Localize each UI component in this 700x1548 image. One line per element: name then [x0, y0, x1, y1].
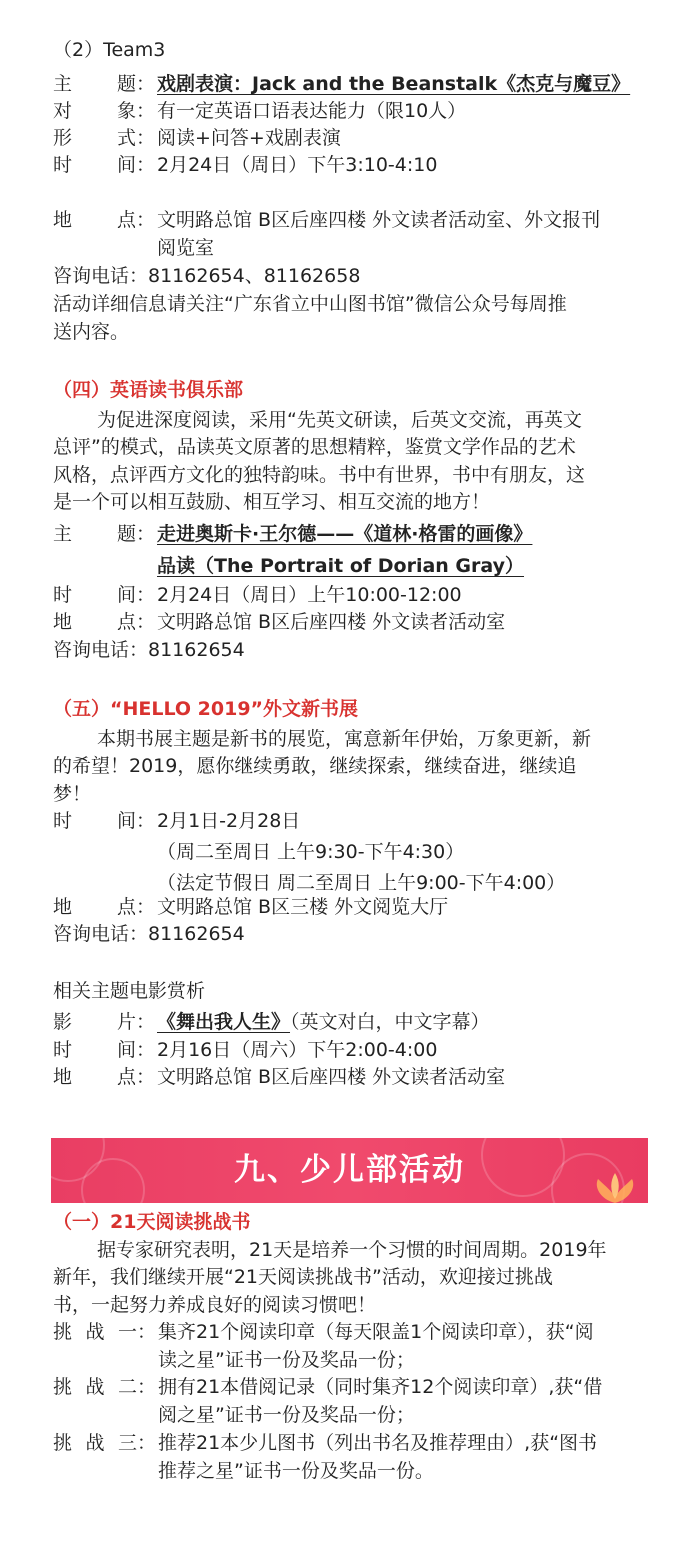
hello-phone: 咨询电话：81162654 [53, 923, 245, 945]
team3-note-line1: 活动详细信息请关注“广东省立中山图书馆”微信公众号每周推 [53, 293, 567, 315]
hello-time-label: 时 间： [53, 810, 155, 832]
challenge2-label: 挑 战 二： [53, 1376, 156, 1398]
film-title-value [157, 1008, 648, 1036]
hello-time-value: 2月1日-2月28日 （周二至周日 上午9:30-下午4:30） （法定节假日 周二至周日 上午9:00-下午4:00） [157, 810, 566, 894]
film-title: 《舞出我人生》 [157, 1011, 291, 1033]
team3-target-value: 有一定英语口语表达能力（限10人） [157, 100, 467, 122]
club-intro-line3: 风格，点评西方文化的独特韵味。书中有世界，书中有朋友，这 [53, 464, 586, 486]
club-phone: 咨询电话：81162654 [53, 639, 245, 661]
kids-intro-line2: 新年，我们继续开展“21天阅读挑战书”活动，欢迎接过挑战 [53, 1266, 553, 1288]
team3-topic-row [53, 70, 648, 98]
film-time-label: 时 间： [53, 1039, 155, 1061]
challenge3-row [53, 1429, 648, 1485]
team3-format-row [53, 124, 648, 152]
section-banner [51, 1138, 648, 1203]
film-place-row [53, 1063, 648, 1091]
banner-title: 九、少儿部活动 [234, 1152, 465, 1188]
hello-time-row [53, 807, 648, 897]
club-topic-value: 走进奥斯卡·王尔德——《道林·格雷的画像》 品读（The Portrait of Dorian Gray） [157, 523, 533, 577]
club-intro-line2: 总评”的模式，品读英文原著的思想精粹，鉴赏文学作品的艺术 [53, 436, 576, 458]
club-place-label: 地 点： [53, 611, 155, 633]
film-note: （英文对白，中文字幕） [290, 1011, 490, 1033]
challenge2-row [53, 1373, 648, 1429]
hello-place-value: 文明路总馆 B区三楼 外文阅览大厅 [157, 896, 449, 918]
club-place-row [53, 608, 648, 636]
hello-intro-line1: 本期书展主题是新书的展览，寓意新年伊始，万象更新，新 [97, 728, 592, 750]
club-topic-label: 主 题： [53, 523, 155, 545]
kids-intro-line3: 书，一起努力养成良好的阅读习惯吧！ [53, 1294, 377, 1316]
hello-intro-line3: 梦！ [53, 783, 92, 805]
club-time-label: 时 间： [53, 584, 155, 606]
kids-intro-line1: 据专家研究表明，21天是培养一个习惯的时间周期。2019年 [97, 1239, 607, 1261]
team3-place-label: 地 点： [53, 209, 155, 231]
team3-time-row [53, 151, 648, 179]
club-place-value: 文明路总馆 B区后座四楼 外文读者活动室 [157, 611, 506, 633]
team3-time-value: 2月24日（周日）下午3:10-4:10 [157, 154, 438, 176]
club-time-value: 2月24日（周日）上午10:00-12:00 [157, 584, 462, 606]
film-title-row [53, 1008, 648, 1036]
team3-format-value: 阅读+问答+戏剧表演 [157, 127, 341, 149]
team3-place-row [53, 206, 648, 262]
team3-target-label: 对 象： [53, 100, 155, 122]
team3-format-label: 形 式： [53, 127, 155, 149]
team3-heading: （2）Team3 [53, 39, 166, 61]
challenge2-value: 拥有21本借阅记录（同时集齐12个阅读印章）,获“借 阅之星”证书一份及奖品一份； [158, 1376, 603, 1426]
film-time-row [53, 1036, 648, 1064]
team3-time-label: 时 间： [53, 154, 155, 176]
team3-topic-value: 戏剧表演：Jack and the Beanstalk《杰克与魔豆》 [157, 73, 631, 95]
challenge1-row [53, 1318, 648, 1374]
challenge1-value: 集齐21个阅读印章（每天限盖1个阅读印章），获“阅 读之星”证书一份及奖品一份； [158, 1321, 594, 1371]
team3-target-row [53, 97, 648, 125]
club-intro-line4: 是一个可以相互鼓励、相互学习、相互交流的地方！ [53, 491, 491, 513]
hello-intro-line2: 的希望！2019，愿你继续勇敢，继续探索，继续奋进，继续追 [53, 755, 577, 777]
challenge1-label: 挑 战 一： [53, 1321, 156, 1343]
film-place-label: 地 点： [53, 1066, 155, 1088]
club-time-row [53, 581, 648, 609]
team3-place-value: 文明路总馆 B区后座四楼 外文读者活动室、外文报刊 阅览室 [157, 209, 601, 259]
film-heading: 相关主题电影赏析 [53, 980, 206, 1002]
club-topic-row [53, 520, 648, 580]
film-time-value: 2月16日（周六）下午2:00-4:00 [157, 1039, 438, 1061]
team3-note-line2: 送内容。 [53, 321, 130, 343]
film-place-value: 文明路总馆 B区后座四楼 外文读者活动室 [157, 1066, 506, 1088]
challenge3-label: 挑 战 三： [53, 1432, 156, 1454]
team3-topic-label: 主 题： [53, 73, 155, 95]
hello-place-row [53, 893, 648, 921]
hello-place-label: 地 点： [53, 896, 155, 918]
club-heading: （四）英语读书俱乐部 [53, 379, 244, 401]
film-title-label: 影 片： [53, 1011, 155, 1033]
kids-heading: （一）21天阅读挑战书 [53, 1211, 251, 1233]
hello-heading: （五）“HELLO 2019”外文新书展 [53, 698, 359, 720]
challenge3-value: 推荐21本少儿图书（列出书名及推荐理由）,获“图书 推荐之星”证书一份及奖品一份。 [158, 1432, 598, 1482]
club-intro-line1: 为促进深度阅读，采用“先英文研读，后英文交流，再英文 [97, 409, 582, 431]
team3-phone: 咨询电话：81162654、81162658 [53, 265, 361, 287]
